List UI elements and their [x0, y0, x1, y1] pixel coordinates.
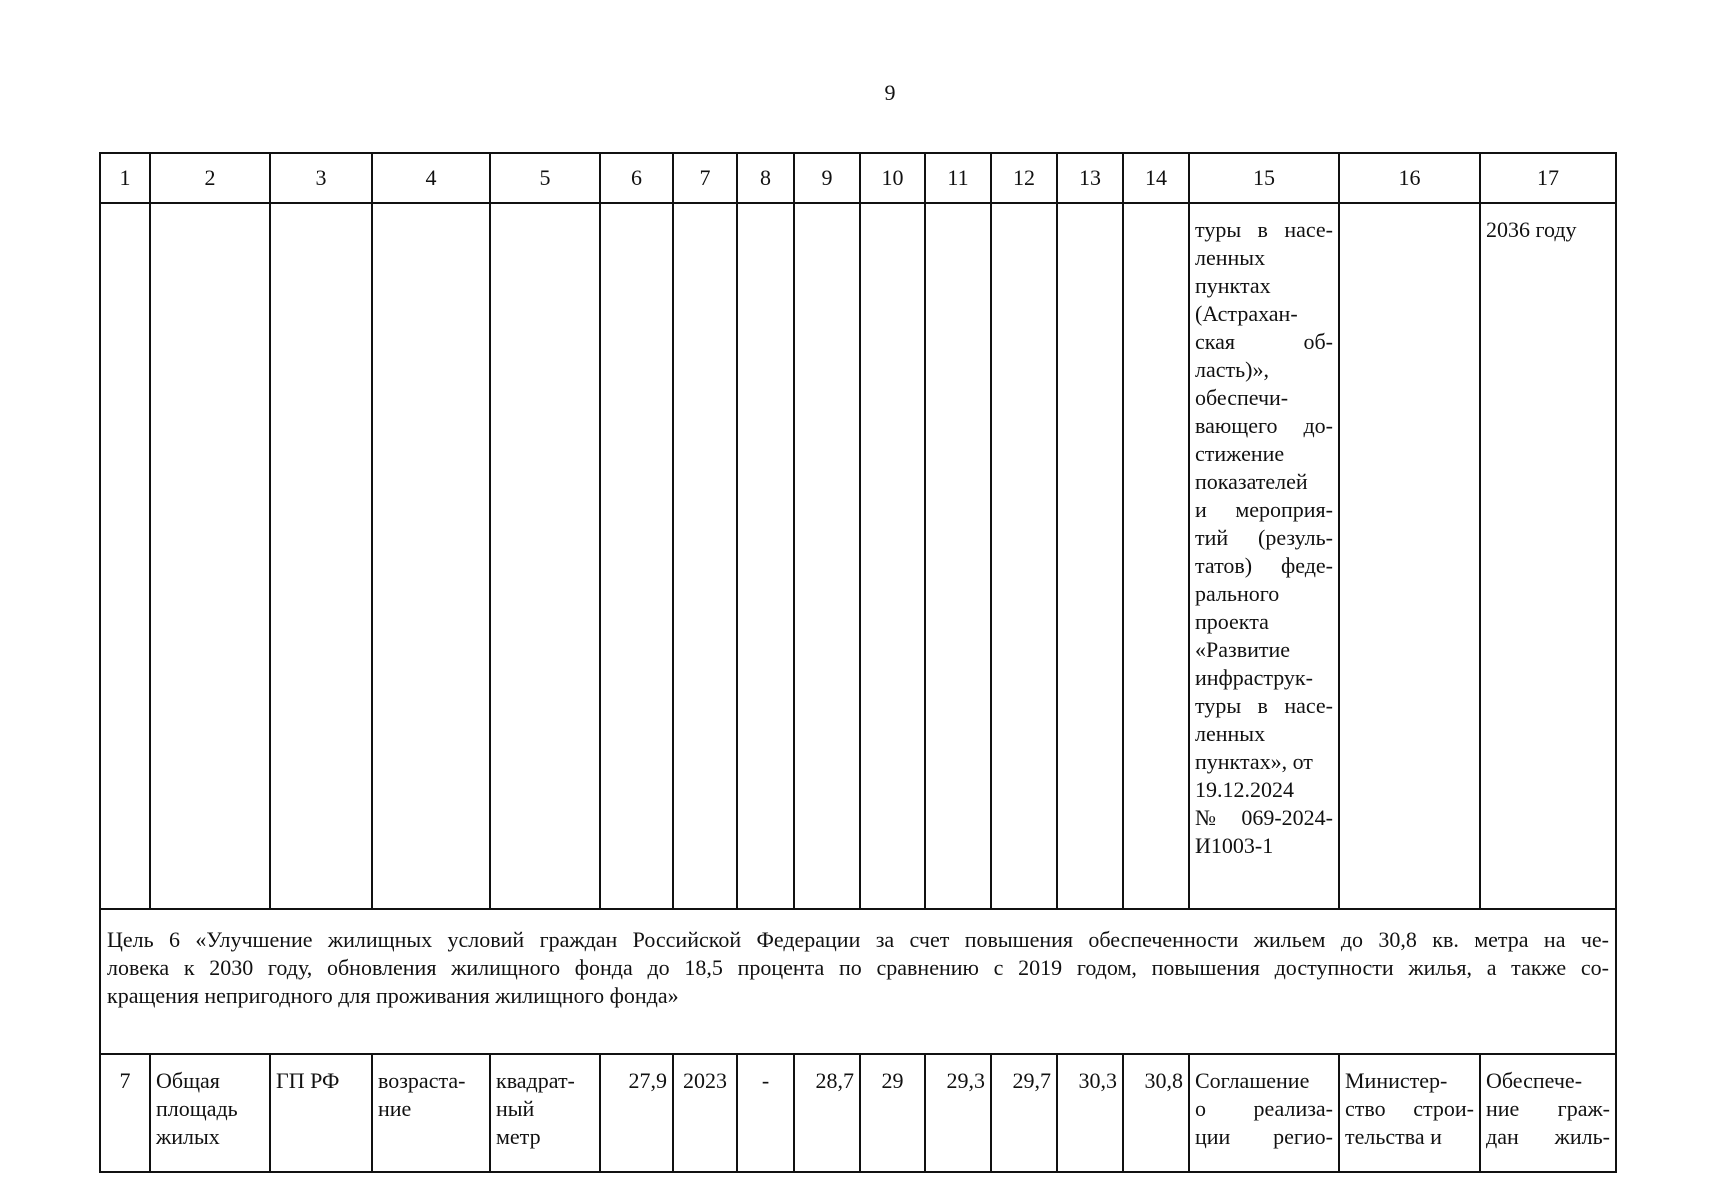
text-line: Соглашение — [1195, 1068, 1310, 1093]
column-number: 16 — [1339, 153, 1480, 203]
text-line: показателей — [1195, 469, 1308, 494]
column-number: 9 — [794, 153, 860, 203]
empty-cell — [1057, 203, 1123, 909]
text-line: пунктах — [1195, 273, 1271, 298]
text-line: стижение — [1195, 441, 1285, 466]
text-line: возраста- — [378, 1068, 466, 1093]
text-line: тий (резуль- — [1195, 525, 1333, 550]
column-number: 13 — [1057, 153, 1123, 203]
column-number: 15 — [1189, 153, 1339, 203]
text-line: жилых — [156, 1124, 220, 1149]
text-line: пунктах», от — [1195, 749, 1313, 774]
text-line: метр — [496, 1124, 541, 1149]
text-line: проекта — [1195, 609, 1269, 634]
page-number: 9 — [884, 80, 896, 105]
text-line: рального — [1195, 581, 1280, 606]
text-line: № 069-2024- — [1195, 805, 1333, 830]
related-goal — [1480, 1054, 1616, 1172]
agreement-continuation-lines — [1195, 216, 1333, 860]
text-line: ская об- — [1195, 329, 1333, 354]
agreement-document — [1189, 1054, 1339, 1172]
column-number: 1 — [100, 153, 150, 203]
indicator-name — [150, 1054, 270, 1172]
goal-row — [100, 909, 1616, 1054]
empty-cell — [737, 203, 794, 909]
text-line: 19.12.2024 — [1195, 777, 1294, 802]
column-number: 4 — [372, 153, 490, 203]
text-line: площадь — [156, 1096, 238, 1121]
base-year: 2023 — [673, 1054, 737, 1172]
text-line: о реализа- — [1195, 1096, 1333, 1121]
text-line: ние граж- — [1486, 1096, 1610, 1121]
text-line: вающего до- — [1195, 413, 1333, 438]
text-line: Цель 6 «Улучшение жилищных условий граждан Российской Федерации за счет повышения обеспеченности жильем до 30,8 кв. метра на че- — [107, 927, 1609, 952]
empty-cell — [150, 203, 270, 909]
table-row — [100, 1054, 1616, 1172]
responsible-body — [1339, 1054, 1480, 1172]
text-line: (Астрахан- — [1195, 301, 1298, 326]
empty-cell — [1123, 203, 1189, 909]
value-year-10: 29 — [860, 1054, 925, 1172]
column-number: 8 — [737, 153, 794, 203]
text-line: туры в насе- — [1195, 693, 1333, 718]
column-number: 17 — [1480, 153, 1616, 203]
text-line: ленных — [1195, 721, 1266, 746]
text-line: ции регио- — [1195, 1124, 1333, 1149]
empty-cell — [100, 203, 150, 909]
text-line: ство строи- — [1345, 1096, 1474, 1121]
empty-cell — [490, 203, 600, 909]
agreement-continuation-cell — [1189, 203, 1339, 909]
text-line: «Развитие — [1195, 637, 1291, 662]
goal-cell — [100, 909, 1616, 1054]
continuation-row — [100, 203, 1616, 909]
empty-cell — [1339, 203, 1480, 909]
empty-cell — [372, 203, 490, 909]
indicators-table — [99, 152, 1617, 1173]
goal-text — [107, 926, 1609, 1010]
text-line: Министер- — [1345, 1068, 1448, 1093]
row-number: 7 — [100, 1054, 150, 1172]
indicator-trend — [372, 1054, 490, 1172]
text-line: ленных — [1195, 245, 1266, 270]
text-line: кращения непригодного для проживания жилищного фонда» — [107, 983, 679, 1008]
column-number: 3 — [270, 153, 372, 203]
text-line: дан жиль- — [1486, 1124, 1610, 1149]
value-year-12: 29,7 — [991, 1054, 1057, 1172]
text-line: и мероприя- — [1195, 497, 1333, 522]
column-number: 5 — [490, 153, 600, 203]
text-line: татов) феде- — [1195, 553, 1333, 578]
text-line: инфраструк- — [1195, 665, 1313, 690]
indicator-level: ГП РФ — [270, 1054, 372, 1172]
text-line: ние — [378, 1096, 412, 1121]
unit-of-measure — [490, 1054, 600, 1172]
text-line: Общая — [156, 1068, 220, 1093]
text-line: тельства и — [1345, 1124, 1442, 1149]
column-number: 6 — [600, 153, 673, 203]
empty-cell — [925, 203, 991, 909]
column-number: 12 — [991, 153, 1057, 203]
empty-cell — [794, 203, 860, 909]
column-number: 11 — [925, 153, 991, 203]
empty-cell — [860, 203, 925, 909]
value-year-9: 28,7 — [794, 1054, 860, 1172]
column-number-row — [100, 153, 1616, 203]
value-year-8: - — [737, 1054, 794, 1172]
column-number: 14 — [1123, 153, 1189, 203]
column-number: 10 — [860, 153, 925, 203]
value-year-14: 30,8 — [1123, 1054, 1189, 1172]
empty-cell — [673, 203, 737, 909]
empty-cell — [600, 203, 673, 909]
text-line: ловека к 2030 году, обновления жилищного фонда до 18,5 процента по сравнению с 2019 годом, повышения доступности жилья, а также со- — [107, 955, 1609, 980]
base-value: 27,9 — [600, 1054, 673, 1172]
value-year-11: 29,3 — [925, 1054, 991, 1172]
text-line: Обеспече- — [1486, 1068, 1583, 1093]
empty-cell — [270, 203, 372, 909]
text-line: ный — [496, 1096, 535, 1121]
text-line: ласть)», — [1195, 357, 1269, 382]
column-number: 2 — [150, 153, 270, 203]
value-year-13: 30,3 — [1057, 1054, 1123, 1172]
text-line: И1003-1 — [1195, 833, 1274, 858]
text-line: квадрат- — [496, 1068, 575, 1093]
text-line: обеспечи- — [1195, 385, 1289, 410]
empty-cell — [991, 203, 1057, 909]
column-number: 7 — [673, 153, 737, 203]
text-line: туры в насе- — [1195, 217, 1333, 242]
deadline-continuation-cell: 2036 году — [1480, 203, 1616, 909]
